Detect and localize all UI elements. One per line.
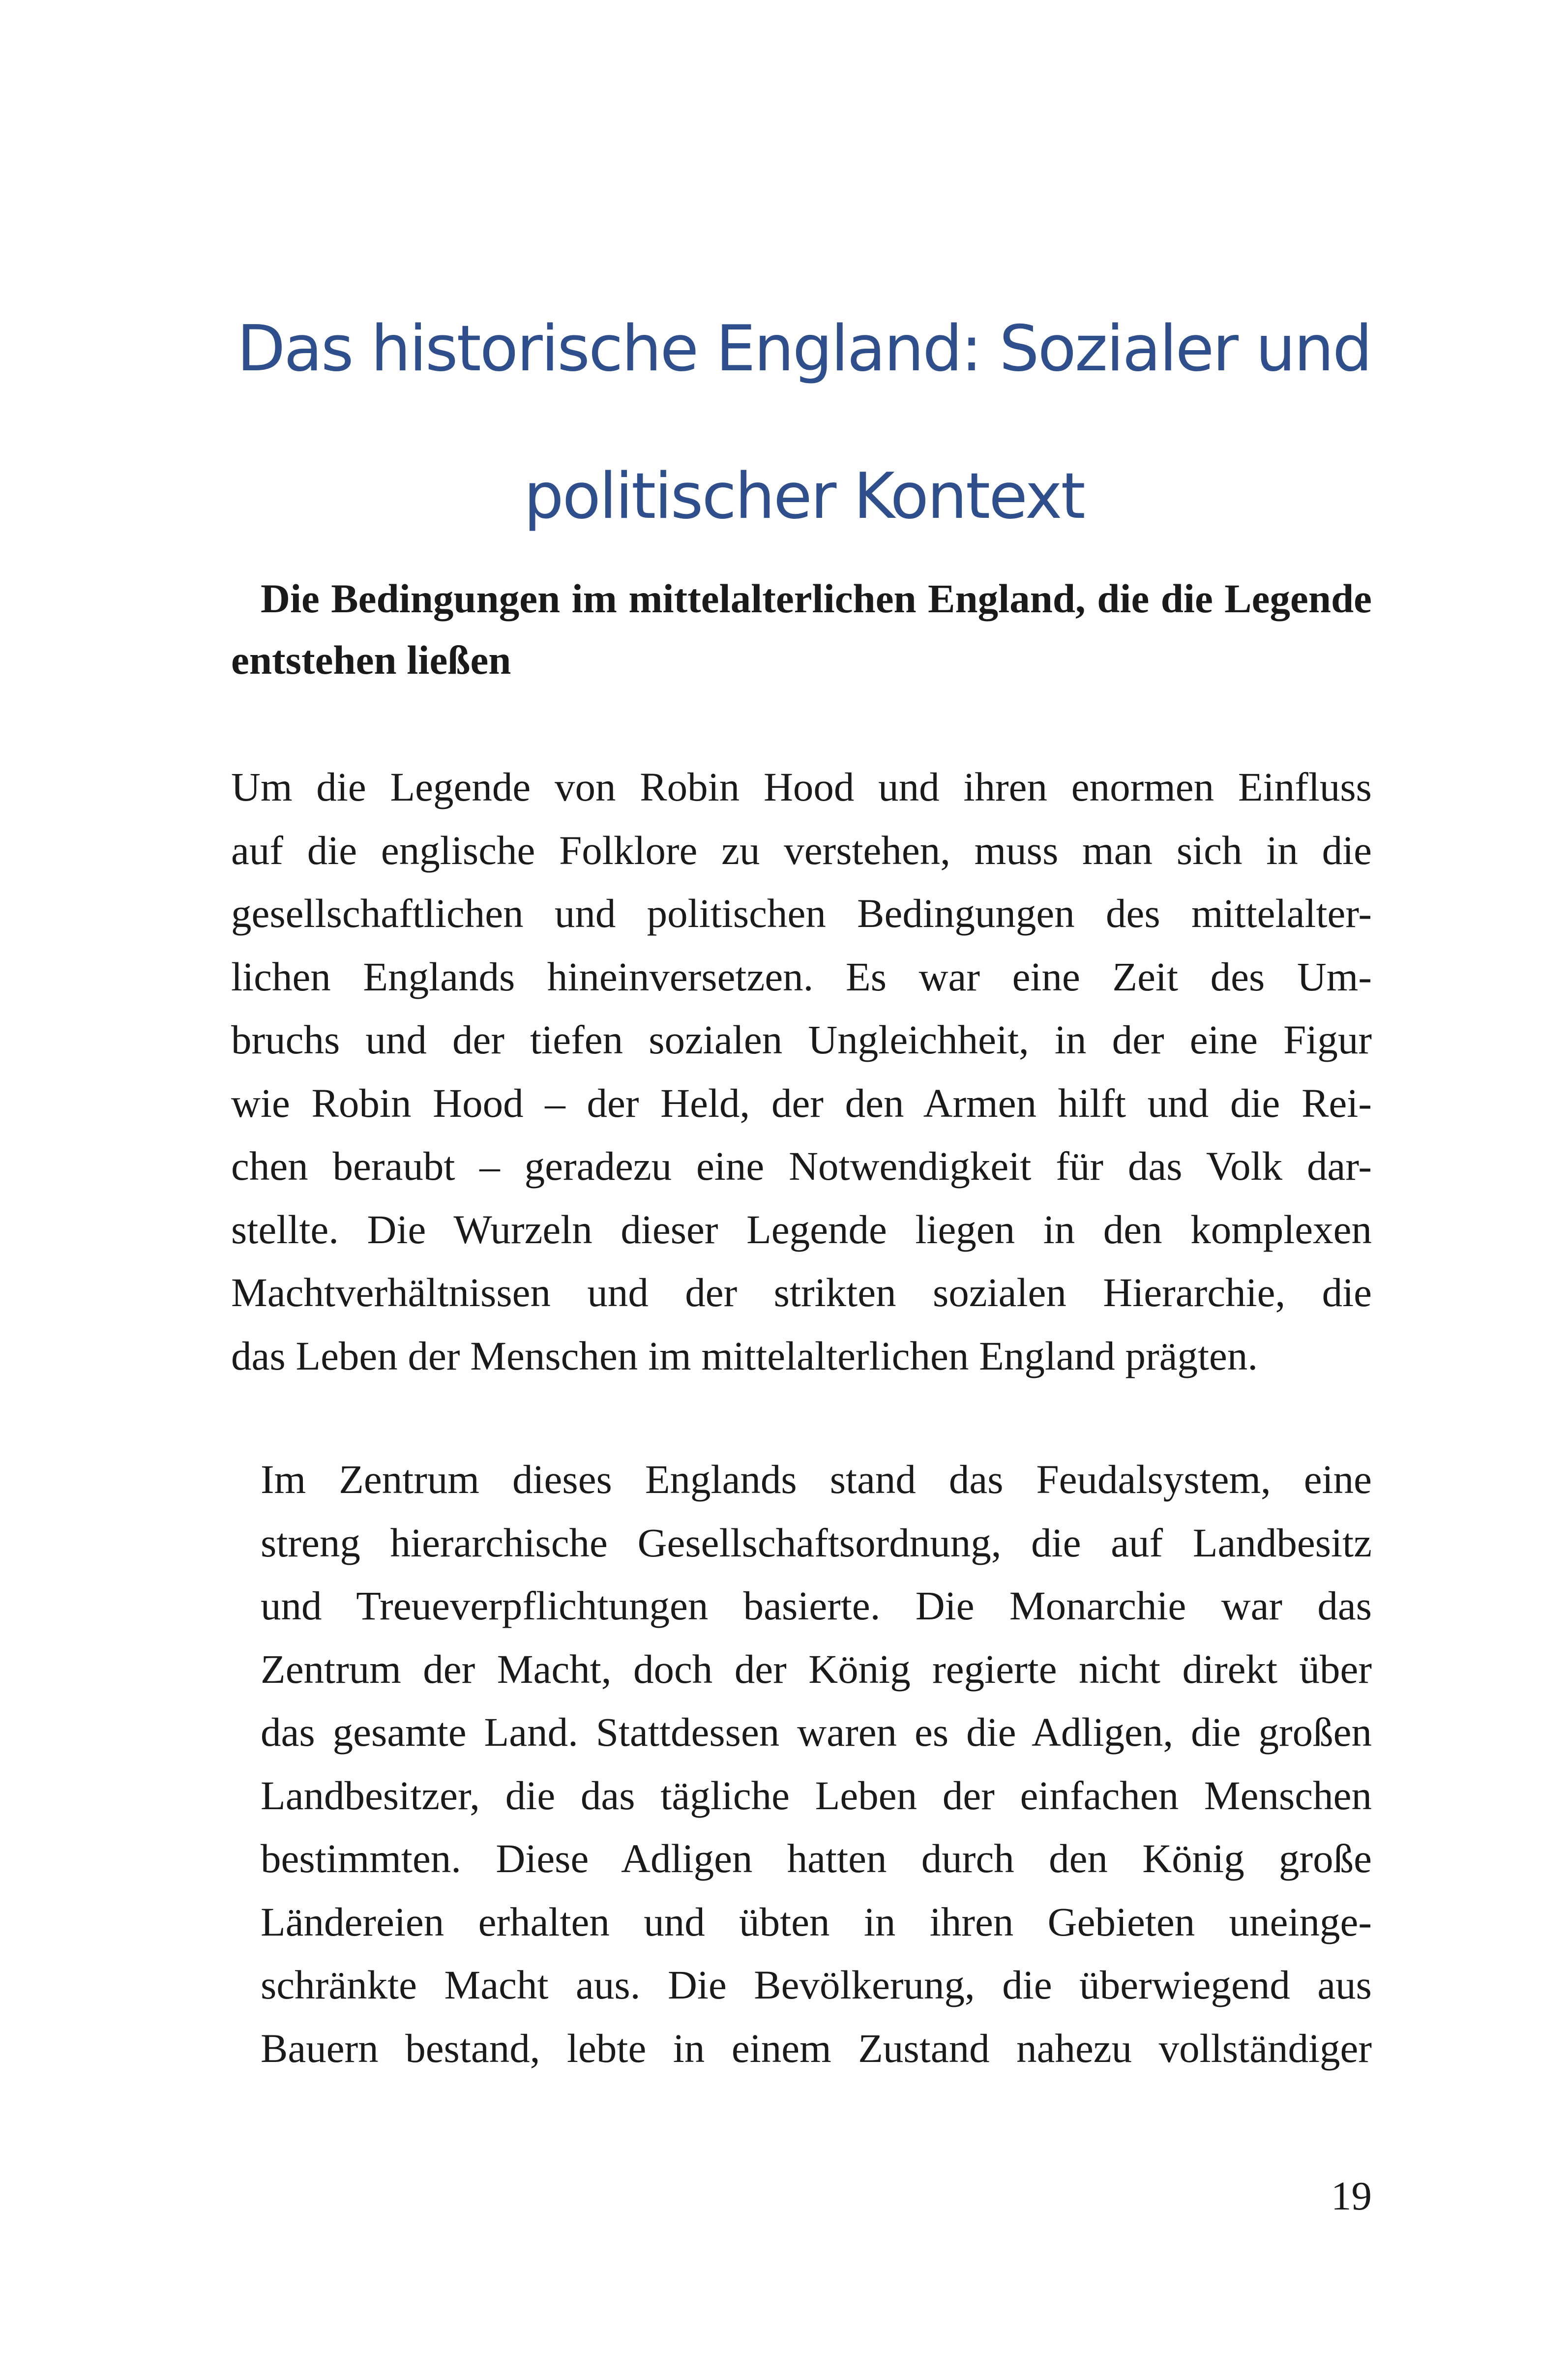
- text-line: lichen Englands hineinversetzen. Es war eine Zeit des Um-: [231, 954, 1372, 999]
- text-line: Bauern bestand, lebte in einem Zustand nahezu vollständiger: [261, 2025, 1372, 2071]
- text-line: Im Zentrum dieses Englands stand das Feudalsystem, eine: [261, 1457, 1372, 1502]
- text-line: chen beraubt – geradezu eine Notwendigkeit für das Volk dar-: [231, 1143, 1372, 1189]
- text-line: Machtverhältnissen und der strikten sozialen Hierarchie, die: [231, 1270, 1372, 1315]
- text-line: und Treueverpflichtungen basierte. Die Monarchie war das: [261, 1583, 1372, 1628]
- text-line: bestimmten. Diese Adligen hatten durch den König große: [261, 1836, 1372, 1881]
- text-line: Landbesitzer, die das tägliche Leben der einfachen Menschen: [261, 1772, 1372, 1818]
- paragraph-1: [231, 755, 1372, 1387]
- text-line: Um die Legende von Robin Hood und ihren enormen Einfluss: [231, 764, 1372, 809]
- text-line: wie Robin Hood – der Held, der den Armen hilft und die Rei-: [231, 1080, 1372, 1126]
- page-number: 19: [1331, 2173, 1372, 2218]
- text-line: Ländereien erhalten und übten in ihren Gebieten uneinge-: [261, 1899, 1372, 1944]
- chapter-title: Das historische England: Sozialer und politischer Kontext: [237, 312, 1371, 533]
- text-line: streng hierarchische Gesellschaftsordnung, die auf Landbesitz: [261, 1520, 1372, 1565]
- section-heading: Die Bedingungen im mittelalterlichen England, die die Legende entstehen ließen: [231, 576, 1372, 683]
- text-line: das gesamte Land. Stattdessen waren es die Adligen, die großen: [261, 1709, 1372, 1755]
- text-line: stellte. Die Wurzeln dieser Legende liegen in den komplexen: [231, 1206, 1372, 1252]
- text-line: schränkte Macht aus. Die Bevölkerung, die überwiegend aus: [261, 1962, 1372, 2007]
- paragraph-2: [231, 1448, 1372, 2080]
- text-line: gesellschaftlichen und politischen Bedingungen des mittelalter-: [231, 891, 1372, 936]
- text-line: auf die englische Folklore zu verstehen, muss man sich in die: [231, 827, 1372, 873]
- text-line: bruchs und der tiefen sozialen Ungleichheit, in der eine Figur: [231, 1017, 1372, 1062]
- text-line: Zentrum der Macht, doch der König regierte nicht direkt über: [261, 1646, 1372, 1692]
- text-line: das Leben der Menschen im mittelalterlichen England prägten.: [231, 1333, 1258, 1378]
